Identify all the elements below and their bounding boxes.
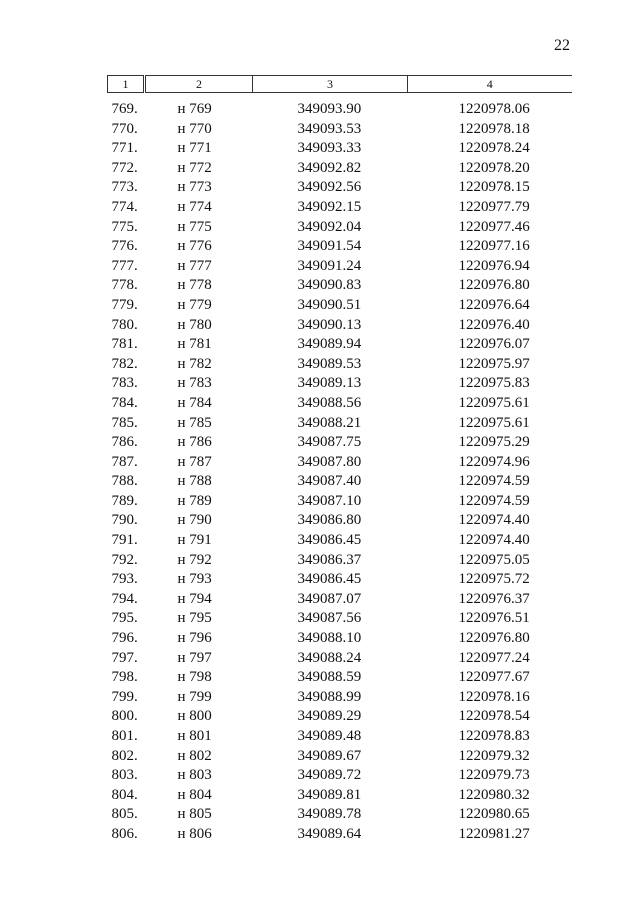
x-coordinate-cell: 349090.51 [297, 296, 362, 313]
table-row [108, 100, 572, 120]
x-coordinate-cell: 349092.56 [297, 179, 362, 196]
y-coordinate-cell: 1220979.73 [458, 767, 530, 784]
point-name-cell: н 800 [177, 708, 212, 725]
point-index-cell: 800. [111, 708, 138, 725]
point-index-cell: 782. [111, 355, 138, 372]
point-index-cell: 788. [111, 473, 138, 490]
point-index-cell: 779. [111, 296, 138, 313]
y-coordinate-cell: 1220974.59 [458, 473, 530, 490]
point-name-cell: н 805 [177, 806, 212, 823]
x-coordinate-cell: 349086.45 [297, 532, 362, 549]
x-coordinate-cell: 349088.24 [297, 649, 362, 666]
table-row [108, 237, 572, 257]
point-index-cell: 793. [111, 571, 138, 588]
table-row [108, 511, 572, 531]
point-index-cell: 804. [111, 786, 138, 803]
column-header-2: 2 [145, 76, 253, 93]
x-coordinate-cell: 349089.29 [297, 708, 362, 725]
point-index-cell: 790. [111, 512, 138, 529]
table-row [108, 805, 572, 825]
y-coordinate-cell: 1220978.54 [458, 708, 530, 725]
x-coordinate-cell: 349087.10 [297, 492, 362, 509]
point-name-cell: н 791 [177, 532, 212, 549]
table-row [108, 590, 572, 610]
point-index-cell: 772. [111, 159, 138, 176]
table-row [108, 296, 572, 316]
x-coordinate-cell: 349089.94 [297, 336, 362, 353]
x-coordinate-cell: 349091.54 [297, 238, 362, 255]
y-coordinate-cell: 1220978.20 [458, 159, 530, 176]
point-index-cell: 798. [111, 669, 138, 686]
y-coordinate-cell: 1220975.61 [458, 394, 530, 411]
y-coordinate-cell: 1220974.40 [458, 532, 530, 549]
y-coordinate-cell: 1220975.83 [458, 375, 530, 392]
table-row [108, 178, 572, 198]
table-row [108, 433, 572, 453]
table-row [108, 688, 572, 708]
point-index-cell: 783. [111, 375, 138, 392]
point-index-cell: 780. [111, 316, 138, 333]
point-index-cell: 805. [111, 806, 138, 823]
table-row [108, 120, 572, 140]
y-coordinate-cell: 1220978.15 [458, 179, 530, 196]
point-name-cell: н 773 [177, 179, 212, 196]
table-row [108, 766, 572, 786]
y-coordinate-cell: 1220977.24 [458, 649, 530, 666]
point-name-cell: н 770 [177, 120, 212, 137]
table-row [108, 257, 572, 277]
x-coordinate-cell: 349087.40 [297, 473, 362, 490]
y-coordinate-cell: 1220978.24 [458, 140, 530, 157]
y-coordinate-cell: 1220974.96 [458, 453, 530, 470]
table-row [108, 218, 572, 238]
x-coordinate-cell: 349088.10 [297, 630, 362, 647]
y-coordinate-cell: 1220976.94 [458, 257, 530, 274]
table-row [108, 629, 572, 649]
point-name-cell: н 776 [177, 238, 212, 255]
y-coordinate-cell: 1220976.80 [458, 630, 530, 647]
table-body [108, 100, 572, 845]
point-name-cell: н 784 [177, 394, 212, 411]
point-index-cell: 799. [111, 688, 138, 705]
table-row [108, 453, 572, 473]
point-name-cell: н 771 [177, 140, 212, 157]
point-index-cell: 791. [111, 532, 138, 549]
coordinates-table [107, 75, 572, 845]
y-coordinate-cell: 1220974.40 [458, 512, 530, 529]
point-index-cell: 784. [111, 394, 138, 411]
point-name-cell: н 786 [177, 434, 212, 451]
table-header-row [108, 76, 572, 93]
table-row [108, 472, 572, 492]
y-coordinate-cell: 1220974.59 [458, 492, 530, 509]
point-name-cell: н 779 [177, 296, 212, 313]
point-name-cell: н 781 [177, 336, 212, 353]
y-coordinate-cell: 1220975.29 [458, 434, 530, 451]
x-coordinate-cell: 349093.33 [297, 140, 362, 157]
point-index-cell: 796. [111, 630, 138, 647]
x-coordinate-cell: 349087.56 [297, 610, 362, 627]
y-coordinate-cell: 1220977.79 [458, 198, 530, 215]
y-coordinate-cell: 1220976.40 [458, 316, 530, 333]
table-row [108, 374, 572, 394]
x-coordinate-cell: 349086.45 [297, 571, 362, 588]
point-name-cell: н 803 [177, 767, 212, 784]
point-name-cell: н 795 [177, 610, 212, 627]
x-coordinate-cell: 349089.78 [297, 806, 362, 823]
table-row [108, 531, 572, 551]
table-row [108, 668, 572, 688]
y-coordinate-cell: 1220976.37 [458, 590, 530, 607]
y-coordinate-cell: 1220975.61 [458, 414, 530, 431]
x-coordinate-cell: 349086.80 [297, 512, 362, 529]
table-row [108, 414, 572, 434]
point-index-cell: 771. [111, 140, 138, 157]
table-row [108, 707, 572, 727]
x-coordinate-cell: 349088.59 [297, 669, 362, 686]
column-header-3: 3 [253, 76, 408, 93]
y-coordinate-cell: 1220980.32 [458, 786, 530, 803]
x-coordinate-cell: 349088.99 [297, 688, 362, 705]
table-row [108, 276, 572, 296]
y-coordinate-cell: 1220975.97 [458, 355, 530, 372]
point-name-cell: н 769 [177, 101, 212, 117]
x-coordinate-cell: 349088.21 [297, 414, 362, 431]
table-row [108, 355, 572, 375]
y-coordinate-cell: 1220978.06 [458, 101, 530, 117]
x-coordinate-cell: 349089.13 [297, 375, 362, 392]
table-row [108, 727, 572, 747]
point-name-cell: н 785 [177, 414, 212, 431]
point-name-cell: н 798 [177, 669, 212, 686]
x-coordinate-cell: 349086.37 [297, 551, 362, 568]
point-index-cell: 770. [111, 120, 138, 137]
point-name-cell: н 775 [177, 218, 212, 235]
x-coordinate-cell: 349091.24 [297, 257, 362, 274]
point-name-cell: н 793 [177, 571, 212, 588]
x-coordinate-cell: 349089.53 [297, 355, 362, 372]
y-coordinate-cell: 1220980.65 [458, 806, 530, 823]
point-name-cell: н 788 [177, 473, 212, 490]
table-row [108, 159, 572, 179]
point-index-cell: 792. [111, 551, 138, 568]
x-coordinate-cell: 349092.15 [297, 198, 362, 215]
y-coordinate-cell: 1220975.72 [458, 571, 530, 588]
point-index-cell: 803. [111, 767, 138, 784]
x-coordinate-cell: 349087.80 [297, 453, 362, 470]
table-row [108, 139, 572, 159]
point-index-cell: 781. [111, 336, 138, 353]
point-name-cell: н 806 [177, 825, 212, 842]
x-coordinate-cell: 349089.81 [297, 786, 362, 803]
point-name-cell: н 801 [177, 728, 212, 744]
table-row [108, 198, 572, 218]
point-name-cell: н 774 [177, 198, 212, 215]
column-header-4: 4 [408, 76, 572, 93]
x-coordinate-cell: 349089.48 [297, 728, 362, 744]
x-coordinate-cell: 349090.83 [297, 277, 362, 294]
table-row [108, 825, 572, 845]
point-index-cell: 786. [111, 434, 138, 451]
x-coordinate-cell: 349089.67 [297, 747, 362, 764]
point-name-cell: н 804 [177, 786, 212, 803]
y-coordinate-cell: 1220976.51 [458, 610, 530, 627]
point-name-cell: н 799 [177, 688, 212, 705]
y-coordinate-cell: 1220978.83 [458, 728, 530, 744]
point-index-cell: 769. [111, 101, 138, 117]
table-row [108, 316, 572, 336]
x-coordinate-cell: 349087.75 [297, 434, 362, 451]
x-coordinate-cell: 349093.53 [297, 120, 362, 137]
y-coordinate-cell: 1220979.32 [458, 747, 530, 764]
y-coordinate-cell: 1220977.46 [458, 218, 530, 235]
point-index-cell: 789. [111, 492, 138, 509]
point-index-cell: 777. [111, 257, 138, 274]
y-coordinate-cell: 1220976.80 [458, 277, 530, 294]
x-coordinate-cell: 349093.90 [297, 101, 362, 117]
x-coordinate-cell: 349087.07 [297, 590, 362, 607]
column-header-1: 1 [108, 76, 145, 93]
y-coordinate-cell: 1220976.64 [458, 296, 530, 313]
point-index-cell: 773. [111, 179, 138, 196]
point-name-cell: н 778 [177, 277, 212, 294]
point-index-cell: 795. [111, 610, 138, 627]
point-name-cell: н 802 [177, 747, 212, 764]
point-name-cell: н 782 [177, 355, 212, 372]
table-row [108, 570, 572, 590]
x-coordinate-cell: 349092.04 [297, 218, 362, 235]
point-name-cell: н 789 [177, 492, 212, 509]
point-name-cell: н 772 [177, 159, 212, 176]
point-name-cell: н 783 [177, 375, 212, 392]
point-index-cell: 776. [111, 238, 138, 255]
x-coordinate-cell: 349089.72 [297, 767, 362, 784]
point-name-cell: н 777 [177, 257, 212, 274]
point-name-cell: н 794 [177, 590, 212, 607]
table-row [108, 609, 572, 629]
point-index-cell: 806. [111, 825, 138, 842]
table-row [108, 786, 572, 806]
point-index-cell: 775. [111, 218, 138, 235]
point-index-cell: 787. [111, 453, 138, 470]
y-coordinate-cell: 1220975.05 [458, 551, 530, 568]
x-coordinate-cell: 349088.56 [297, 394, 362, 411]
y-coordinate-cell: 1220978.18 [458, 120, 530, 137]
point-name-cell: н 797 [177, 649, 212, 666]
x-coordinate-cell: 349092.82 [297, 159, 362, 176]
point-index-cell: 774. [111, 198, 138, 215]
point-index-cell: 785. [111, 414, 138, 431]
point-name-cell: н 790 [177, 512, 212, 529]
table-row [108, 492, 572, 512]
point-index-cell: 778. [111, 277, 138, 294]
point-index-cell: 802. [111, 747, 138, 764]
page-number: 22 [554, 37, 570, 54]
table-row [108, 394, 572, 414]
point-name-cell: н 787 [177, 453, 212, 470]
point-index-cell: 797. [111, 649, 138, 666]
point-index-cell: 801. [111, 728, 138, 744]
table-row [108, 551, 572, 571]
table-row [108, 335, 572, 355]
y-coordinate-cell: 1220977.67 [458, 669, 530, 686]
y-coordinate-cell: 1220978.16 [458, 688, 530, 705]
y-coordinate-cell: 1220977.16 [458, 238, 530, 255]
x-coordinate-cell: 349090.13 [297, 316, 362, 333]
table-row [108, 747, 572, 767]
y-coordinate-cell: 1220976.07 [458, 336, 530, 353]
table-row [108, 649, 572, 669]
point-index-cell: 794. [111, 590, 138, 607]
x-coordinate-cell: 349089.64 [297, 825, 362, 842]
point-name-cell: н 796 [177, 630, 212, 647]
y-coordinate-cell: 1220981.27 [458, 825, 530, 842]
point-name-cell: н 792 [177, 551, 212, 568]
point-name-cell: н 780 [177, 316, 212, 333]
